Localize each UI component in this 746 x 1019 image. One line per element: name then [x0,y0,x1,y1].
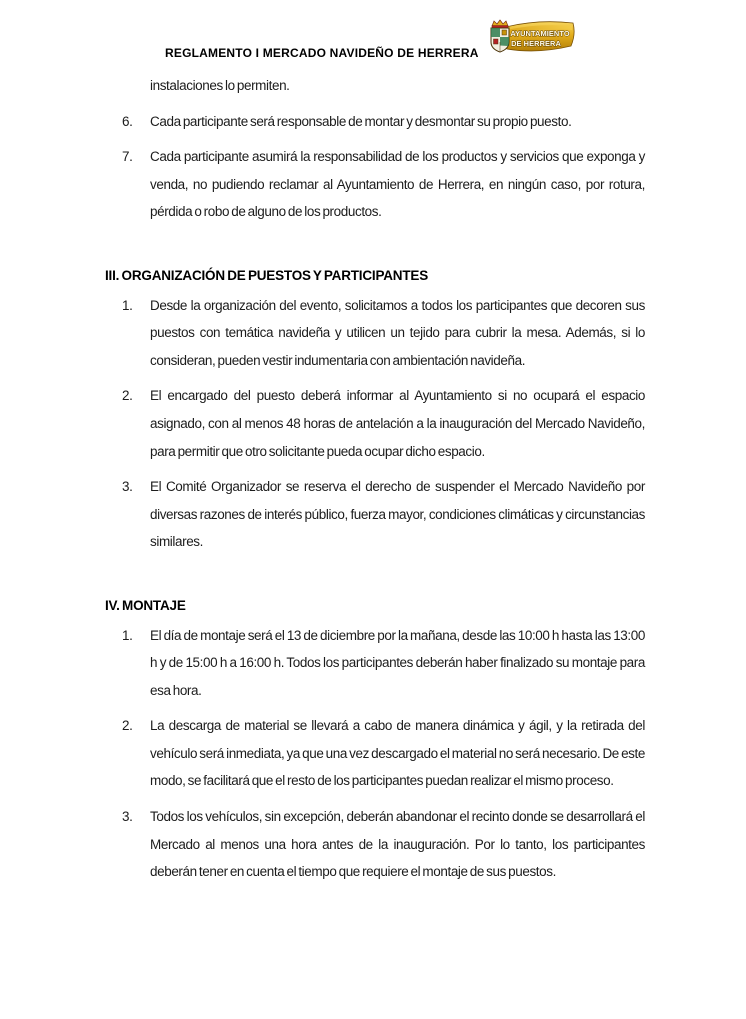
item-number: 2. [122,388,133,404]
logo-text-line2: DE HERRERA [511,39,561,48]
item-text: Todos los vehículos, sin excepción, deberán abandonar el recinto donde se desarrollará el Mercado al menos una hora antes de la inauguración. Por lo tanto, los participantes deberán tener en cuenta el tiempo que requiere el montaje de sus puestos. [150,809,645,880]
item-number: 6. [122,113,133,129]
item-number: 1. [122,627,133,643]
paragraph-continuation: instalaciones lo permiten. [150,78,290,93]
item-number: 1. [122,297,133,313]
item-text: Desde la organización del evento, solicitamos a todos los participantes que decoren sus puestos con temática navideña y utilicen un tejido para cubrir la mesa. Además, si lo consideran, pueden vestir indumentaria con ambientación navideña. [150,297,645,368]
item-text: El día de montaje será el 13 de diciembre por la mañana, desde las 10:00 h hasta las 13:00 h y de 15:00 h a 16:00 h. Todos los participantes deberán haber finalizado su montaje para esa hora. [150,627,645,698]
ayuntamiento-herrera-logo [486,18,576,58]
list-item-7 [122,143,645,226]
list-item-6 [122,108,645,136]
item-text: La descarga de material se llevará a cabo de manera dinámica y ágil, y la retirada del vehículo será inmediata, ya que una vez descargado el material no será necesario. De este modo, se facilitará que el resto de los participantes puedan realizar el mismo proceso. [150,718,645,789]
section-iii-heading: III. ORGANIZACIÓN DE PUESTOS Y PARTICIPANTES [105,267,428,283]
list-item [122,712,645,795]
document-body [105,72,645,886]
item-number: 7. [122,149,133,165]
item-number: 3. [122,479,133,495]
item-number: 2. [122,718,133,734]
list-item [122,803,645,886]
item-text: Cada participante será responsable de montar y desmontar su propio puesto. [150,113,572,129]
item-text: El encargado del puesto deberá informar al Ayuntamiento si no ocupará el espacio asignado, con al menos 48 horas de antelación a la inauguración del Mercado Navideño, para permitir que otro solicitante pueda ocupar dicho espacio. [150,388,645,459]
shield-icon [491,28,509,52]
crown-icon [492,20,508,28]
coat-of-arms-icon [486,18,576,58]
item-number: 3. [122,809,133,825]
list-item [122,382,645,465]
item-text: El Comité Organizador se reserva el derecho de suspender el Mercado Navideño por diversas razones de interés público, fuerza mayor, condiciones climáticas y circunstancias similares. [150,479,645,550]
logo-text-line1: AYUNTAMIENTO [510,29,570,38]
list-item [122,622,645,705]
section-iii [105,262,645,556]
item-text: Cada participante asumirá la responsabilidad de los productos y servicios que exponga y venda, no pudiendo reclamar al Ayuntamiento de Herrera, en ningún caso, por rotura, pérdida o robo de alguno de los productos. [150,149,645,220]
list-item [122,473,645,556]
section-iv-heading: IV. MONTAJE [105,597,186,613]
list-item [122,292,645,375]
document-title: REGLAMENTO I MERCADO NAVIDEÑO DE HERRERA [165,46,479,60]
section-iv [105,592,645,886]
